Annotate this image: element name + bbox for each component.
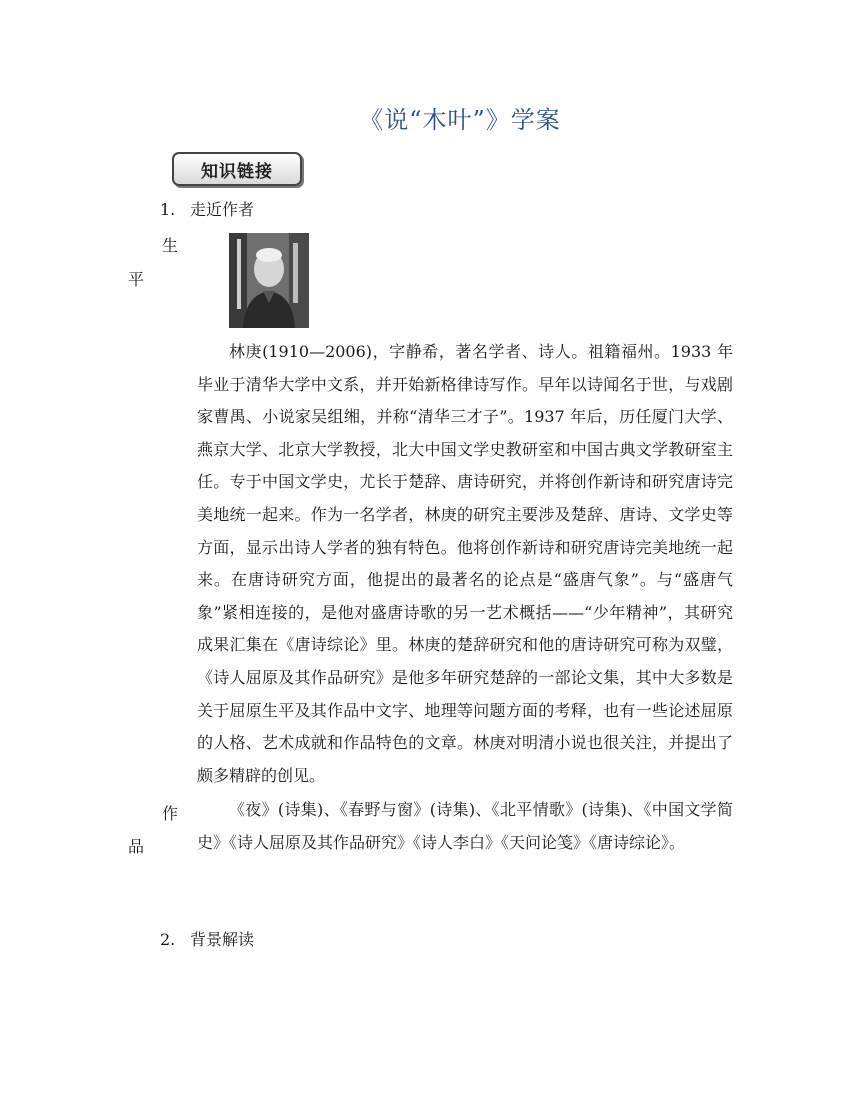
bio-label-bottom: 平 [128,270,145,289]
page-title: 《说“木叶”》学案 [359,106,561,134]
author-works-text: 《夜》(诗集)、《春野与窗》(诗集)、《北平情歌》(诗集)、《中国文学简史》《诗人屈原及其作品研究》《诗人李白》《天问论笺》《唐诗综论》。 [197,800,733,852]
section-heading-background [160,929,254,951]
section-number: 1. [160,200,176,219]
author-portrait-photo [229,233,309,328]
knowledge-link-badge: 知识链接 [172,152,302,186]
author-biography-text: 林庚(1910—2006)，字静希，著名学者、诗人。祖籍福州。1933 年毕业于清华大学中文系，并开始新格律诗写作。早年以诗闻名于世，与戏剧家曹禺、小说家吴组缃，并称“清华三才子”。1937 年后，历任厦门大学、燕京大学、北京大学教授，北大中国文学史教研室和中国古典文学教研室主任。专于中国文学史，尤长于楚辞、唐诗研究，并将创作新诗和研究唐诗完美地统一起来。作为一名学者，林庚的研究主要涉及楚辞、唐诗、文学史等方面，显示出诗人学者的独有特色。他将创作新诗和研究唐诗完美地统一起来。在唐诗研究方面，他提出的最著名的论点是“盛唐气象”。与“盛唐气象”紧相连接的，是他对盛唐诗歌的另一艺术概括——“少年精神”，其研究成果汇集在《唐诗综论》里。林庚的楚辞研究和他的唐诗研究可称为双璧，《诗人屈原及其作品研究》是他多年研究楚辞的一部论文集，其中大多数是关于屈原生平及其作品中文字、地理等问题方面的考释，也有一些论述屈原的人格、艺术成就和作品特色的文章。林庚对明清小说也很关注，并提出了颇多精辟的创见。 [197,342,733,785]
section-label: 走近作者 [190,200,255,219]
bio-label-top: 生 [162,236,179,255]
section-label: 背景解读 [190,930,255,949]
portrait-image [229,233,309,328]
section-heading-author [160,199,254,221]
works-label-bottom: 品 [128,837,145,856]
works-label-top: 作 [162,804,179,823]
section-number: 2. [160,930,176,949]
